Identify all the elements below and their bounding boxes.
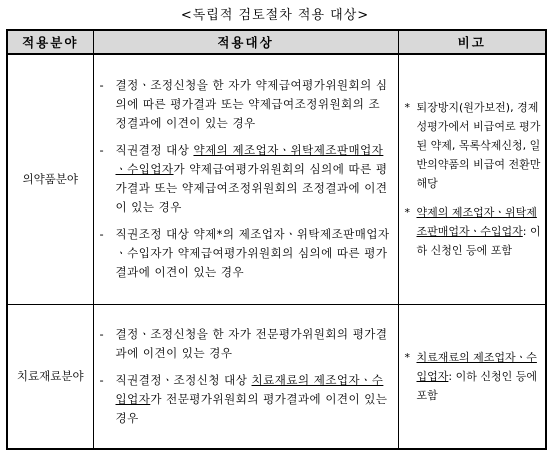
note-text — [417, 203, 542, 260]
asterisk-mark: * — [404, 350, 410, 364]
text-span: 직권결정ㆍ조정신청 대상 — [115, 372, 252, 387]
asterisk-mark: * — [404, 101, 410, 115]
text-span: 가 전문평가위원회의 평가결과에 이견이 있는 경우 — [115, 391, 388, 425]
header-target: 적용대상 — [93, 30, 398, 54]
list-item-text — [116, 325, 392, 363]
note-cell — [398, 304, 546, 449]
header-row — [7, 30, 546, 54]
text-span: : 이하 신청인 등에 포함 — [416, 369, 537, 402]
text-span: 직권결정 대상 — [115, 143, 194, 158]
table-caption: <독립적 검토절차 적용 대상> — [180, 8, 370, 23]
list-item — [100, 325, 392, 363]
note-item — [405, 203, 542, 260]
underlined-text: 약제의 제조업자ㆍ위탁제조판매업자ㆍ수입업자 — [115, 143, 384, 177]
list-item-text — [116, 225, 392, 282]
text-span: 가 약제급여평가위원회의 심의에 따른 평가결과 또는 약제급여조정위원회의 조정결과에 이견이 있는 경우 — [115, 162, 388, 215]
header-field: 적용분야 — [7, 30, 93, 54]
list-item — [100, 225, 392, 282]
dash-mark: - — [99, 372, 104, 387]
underlined-text: 약제의 제조업자ㆍ위탁제조판매업자ㆍ수입업자 — [416, 206, 537, 239]
note-item — [405, 98, 542, 193]
dash-mark: - — [99, 227, 104, 242]
dash-mark: - — [99, 326, 104, 341]
dash-mark: - — [99, 143, 104, 158]
header-note: 비고 — [398, 30, 546, 54]
text-span: : 이하 신청인 등에 포함 — [416, 225, 541, 258]
list-item — [100, 371, 392, 428]
list-item — [100, 76, 392, 133]
note-item — [405, 348, 542, 405]
field-cell: 의약품분야 — [7, 54, 93, 304]
note-text — [417, 348, 542, 405]
text-span: 퇴장방지(원가보전), 경제성평가에서 비급여로 평가된 약제, 목록삭제신청, 일반의약품의 비급여 전환만 해당 — [416, 101, 541, 191]
note-cell — [398, 54, 546, 304]
list-item — [100, 141, 392, 217]
asterisk-mark: * — [404, 206, 410, 220]
note-text — [417, 98, 542, 193]
target-cell — [93, 304, 398, 449]
list-item-text — [116, 371, 392, 428]
application-table — [6, 29, 547, 450]
underlined-text: 치료재료의 제조업자ㆍ수입업자 — [115, 372, 384, 406]
field-cell: 치료재료분야 — [7, 304, 93, 449]
text-span: 결정ㆍ조정신청을 한 자가 약제급여평가위원회의 심의에 따른 평가결과 또는 약제급여조정위원회의 조정결과에 이견이 있는 경우 — [115, 78, 388, 131]
target-cell — [93, 54, 398, 304]
text-span: 결정ㆍ조정신청을 한 자가 전문평가위원회의 평가결과에 이견이 있는 경우 — [115, 326, 388, 360]
dash-mark: - — [99, 78, 104, 93]
table-row — [7, 54, 546, 304]
list-item-text — [116, 76, 392, 133]
text-span: 직권조정 대상 약제*의 제조업자ㆍ위탁제조판매업자ㆍ수입자가 약제급여평가위원회의 심의에 따른 평가결과에 이견이 있는 경우 — [115, 227, 390, 280]
list-item-text — [116, 141, 392, 217]
underlined-text: 치료재료의 제조업자ㆍ수입업자 — [416, 350, 537, 383]
table-row — [7, 304, 546, 449]
